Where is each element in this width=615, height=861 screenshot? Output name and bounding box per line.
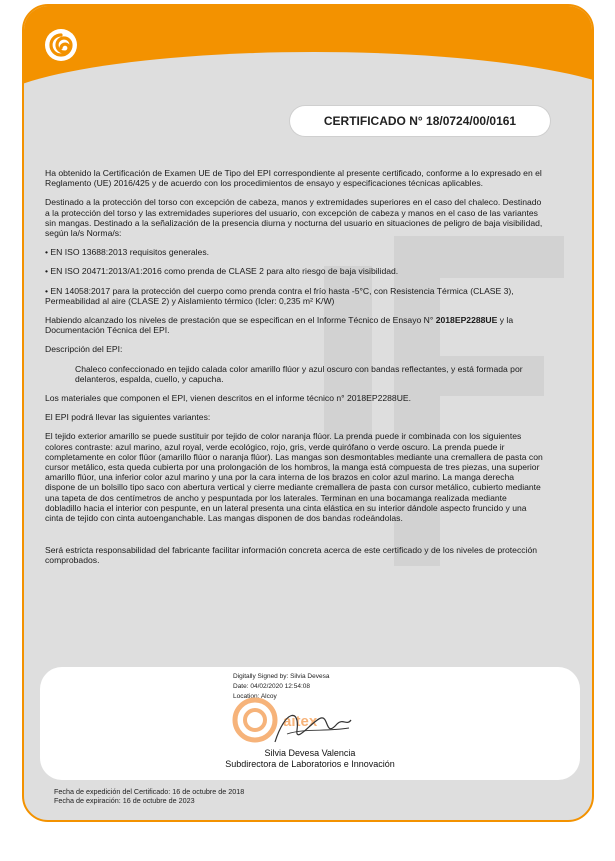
purpose-paragraph: Destinado a la protección del torso con excepción de cabeza, manos y extremidades superiores en el caso del chaleco. Destinado a la protección del torso y las extremidades superiores del usuario, con excepción de cabeza y manos en el caso de las variantes sin mangas. Destinado a la señalización de la presencia diurna y nocturna del usuario en situaciones de peligro de baja visibilidad, según la/s Norma/s: [45, 197, 543, 239]
digital-signer: Digitally Signed by: Silvia Devesa [233, 673, 330, 680]
digital-location: Location: Alcoy [233, 692, 277, 700]
report-text-post: y la Documentación Técnica del EPI. [45, 315, 514, 336]
report-text-pre: Habiendo alcanzado los niveles de prestación que se especifican en el Informe Técnico de Ensayo N° [45, 315, 436, 326]
certificate-number-box [290, 106, 550, 136]
variants-paragraph: El tejido exterior amarillo se puede sustituir por tejido de color naranja flúor. La prenda puede ir combinada con los siguientes colores contraste: azul marino, azul royal, verde ecológico, rojo, gris, verde quirófano o verde oscuro. La prenda puede ir completamente en color flúor (amarillo flúor o naranja flúor). Las mangas son desmontables mediante una cremallera de pasta con cursor metálico, esta queda cubierta por una prolongación de los hombros, la manga está compuesta de tres piezas, una superior amarillo flúor, una inferior color azul marino y una por la cara interna de los brazos en color azul marino. La manga derecha dispone de un bolsillo tipo saco con abertura vertical y cierre mediante cremallera de pasta con cursor metálico, cubierto mediante una tapeta de dos centímetros de ancho y pespuntada por los laterales. Terminan en una bocamanga realizada mediante dobladillo hacia el interior con pespunte, en un lateral presenta una cinta elástica en su interior dándole aspecto fruncido y una cinta de tejido con cinta autoenganchable. Las mangas disponen de dos bandas rodeándolas. [45, 431, 543, 524]
intro-paragraph: Ha obtenido la Certificación de Examen UE de Tipo del EPI correspondiente al presente certificado, conforme a lo expresado en el Reglamento (UE) 2016/425 y de acuerdo con los procedimientos de ensayo y especificaciones técnicas aplicables. [45, 168, 542, 189]
report-number: 2018EP2288UE [435, 315, 498, 326]
norm-item: • EN ISO 13688:2013 requisitos generales. [45, 247, 210, 258]
description-label: Descripción del EPI: [45, 344, 123, 355]
materials-paragraph: Los materiales que componen el EPI, vienen descritos en el informe técnico n° 2018EP2288UE. [45, 393, 412, 404]
signer-role: Subdirectora de Laboratorios e Innovación [225, 759, 395, 769]
digital-date: Date: 04/02/2020 12:54:08 [233, 682, 310, 690]
signature-stamp [225, 690, 355, 748]
variants-label: El EPI podrá llevar las siguientes variantes: [45, 412, 211, 423]
certificate-dates [54, 787, 244, 805]
norm-item: • EN 14058:2017 para la protección del cuerpo como prenda contra el frío hasta -5°C, con Resistencia Térmica (CLASE 3), Permeabilidad al aire (CLASE 2) y Aislamiento térmico (Icler: 0,235 m² K/W) [45, 285, 514, 306]
stamp-text: aitex [283, 713, 318, 730]
description-text: Chaleco confeccionado en tejido calada color amarillo flúor y azul oscuro con bandas reflectantes, y está formada por delanteros, espalda, cuello, y capucha. [75, 363, 523, 384]
closing-paragraph: Será estricta responsabilidad del fabricante facilitar información concreta acerca de este certificado y de los niveles de protección comprobados. [45, 545, 538, 566]
aitex-logo-icon [44, 28, 78, 62]
issue-date: Fecha de expedición del Certificado: 16 de octubre de 2018 [54, 787, 245, 796]
signer-name: Silvia Devesa Valencia [264, 748, 356, 758]
expiry-date: Fecha de expiración: 16 de octubre de 2023 [54, 796, 195, 805]
report-paragraph [45, 315, 545, 335]
certificate-number: CERTIFICADO N° 18/0724/00/0161 [323, 114, 517, 128]
certificate-body [45, 168, 545, 575]
norm-item: • EN ISO 20471:2013/A1:2016 como prenda de CLASE 2 para alto riesgo de baja visibilidad. [45, 266, 399, 277]
